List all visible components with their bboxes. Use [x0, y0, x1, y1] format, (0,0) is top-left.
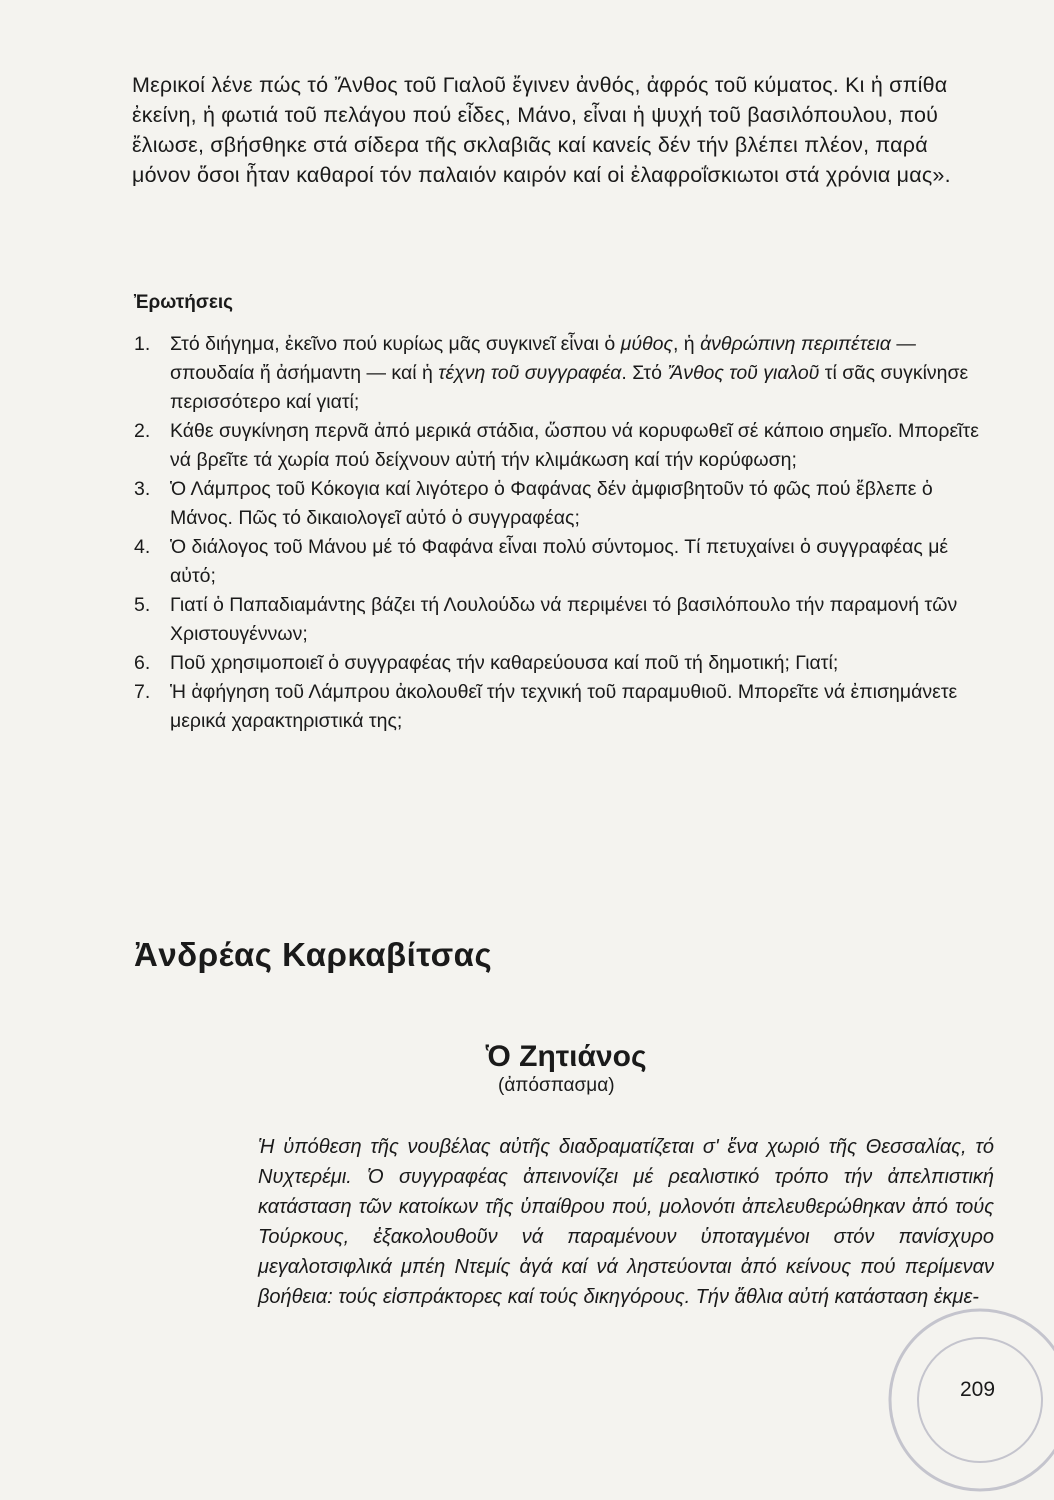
question-number: 1. — [134, 333, 151, 355]
question-text — [170, 591, 994, 649]
question-text — [170, 330, 994, 417]
question-number: 5. — [134, 594, 151, 616]
question-italic-phrase: μύθος — [620, 333, 673, 355]
question-italic-phrase: ἀνθρώπινη περιπέτεια — [700, 333, 891, 355]
question-item — [134, 649, 994, 678]
question-item — [134, 533, 994, 591]
author-name: Ἀνδρέας Καρκαβίτσας — [134, 936, 493, 973]
question-text-run: . Στό — [621, 362, 668, 384]
question-text — [170, 475, 994, 533]
work-subtitle: (ἀπόσπασμα) — [498, 1075, 615, 1096]
question-text — [170, 678, 994, 736]
question-item — [134, 678, 994, 736]
question-number: 2. — [134, 420, 151, 442]
question-italic-phrase: τέχνη τοῦ συγγραφέα — [438, 362, 622, 384]
question-number: 6. — [134, 652, 151, 674]
question-text-run: Κάθε συγκίνηση περνᾶ ἀπό μερικά στάδια, ὥσπου νά κορυφωθεῖ σέ κάποιο σημεῖο. Μπορεῖτε νά βρεῖτε τά χωρία πού δείχνουν αὐτή τήν κλιμάκωση καί τήν κορύφωση; — [170, 420, 979, 471]
question-number: 3. — [134, 478, 151, 500]
questions-heading: Ἐρωτήσεις — [134, 292, 234, 313]
work-title: Ὁ Ζητιάνος — [486, 1040, 647, 1073]
question-text-run: — σπουδαία ἤ ἀσήμαντη — καί ἡ — [170, 333, 916, 384]
question-number: 4. — [134, 536, 151, 558]
question-text — [170, 649, 994, 678]
question-text-run: Στό διήγημα, ἐκεῖνο πού κυρίως μᾶς συγκινεῖ εἶναι ὁ — [170, 333, 621, 355]
question-item — [134, 417, 994, 475]
question-text-run: Γιατί ὁ Παπαδιαμάντης βάζει τή Λουλούδω νά περιμένει τό βασιλόπουλο τήν παραμονή τῶν Χριστουγέννων; — [170, 594, 958, 645]
question-text — [170, 533, 994, 591]
intro-paragraph — [132, 70, 982, 190]
question-item — [134, 475, 994, 533]
question-number: 7. — [134, 681, 151, 703]
question-text-run: τί σᾶς συγκίνησε περισσότερο καί γιατί; — [170, 362, 969, 413]
question-item — [134, 330, 994, 417]
question-text-run: Ἡ ἀφήγηση τοῦ Λάμπρου ἀκολουθεῖ τήν τεχνική τοῦ παραμυθιοῦ. Μπορεῖτε νά ἐπισημάνετε μερικά χαρακτηριστικά της; — [170, 681, 958, 732]
question-text-run: Ὁ Λάμπρος τοῦ Κόκογια καί λιγότερο ὁ Φαφάνας δέν ἀμφισβητοῦν τό φῶς πού ἔβλεπε ὁ Μάνος. Πῶς τό δικαιολογεῖ αὐτό ὁ συγγραφέας; — [170, 478, 933, 529]
question-italic-phrase: Ἄνθος τοῦ γιαλοῦ — [667, 362, 820, 384]
questions-list — [134, 330, 994, 736]
question-text — [170, 417, 994, 475]
question-text-run: Ὁ διάλογος τοῦ Μάνου μέ τό Φαφάνα εἶναι πολύ σύντομος. Τί πετυχαίνει ὁ συγγραφέας μέ αὐτό; — [170, 536, 949, 587]
question-text-run: Ποῦ χρησιμοποιεῖ ὁ συγγραφέας τήν καθαρεύουσα καί ποῦ τή δημοτική; Γιατί; — [170, 652, 839, 674]
question-text-run: , ἡ — [672, 333, 701, 355]
summary-paragraph: Ἡ ὑπόθεση τῆς νουβέλας αὐτῆς διαδραματίζεται σ' ἕνα χωριό τῆς Θεσσαλίας, τό Νυχτερέμι. Ὁ συγγραφέας ἀπεινονίζει μέ ρεαλιστικό τρόπο τήν ἀπελπιστική κατάσταση τῶν κατοίκων τῆς ὑπαίθρου πού, μολονότι ἀπελευθερώθηκαν ἀπό τούς Τούρκους, ἐξακολουθοῦν νά παραμένουν ὑποταγμένοι στόν πανίσχυρο μεγαλοτσιφλικά μπέη Ντεμίς ἀγά καί νά ληστεύονται ἀπό κείνους πού περίμεναν βοήθεια: τούς εἰσπράκτορες καί τούς δικηγόρους. Τήν ἄθλια αὐτή κατάσταση ἐκμε- — [258, 1136, 994, 1308]
question-item — [134, 591, 994, 649]
intro-text: Μερικοί λένε πώς τό Ἄνθος τοῦ Γιαλοῦ ἔγινεν ἀνθός, ἀφρός τοῦ κύματος. Κι ἡ σπίθα ἐκείνη, ἡ φωτιά τοῦ πελάγου πού εἶδες, Μάνο, εἶναι ἡ ψυχή τοῦ βασιλόπουλου, πού ἔλιωσε, σβήσθηκε στά σίδερα τῆς σκλαβιᾶς καί κανείς δέν τήν βλέπει πλέον, παρά μόνον ὅσοι ἦταν καθαροί τόν παλαιόν καιρόν καί οἱ ἐλαφροΐσκιωτοι στά χρόνια μας». — [132, 73, 951, 187]
page-number: 209 — [960, 1378, 996, 1401]
